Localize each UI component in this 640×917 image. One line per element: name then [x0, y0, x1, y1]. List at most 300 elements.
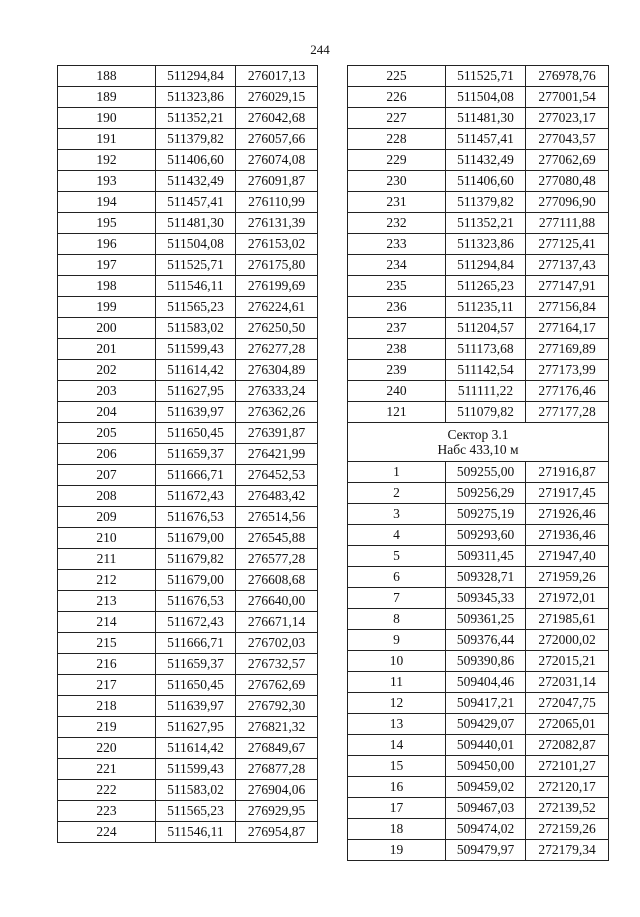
point-number-cell: 19: [348, 840, 446, 861]
x-coordinate-cell: 511235,11: [446, 297, 526, 318]
point-number-cell: 200: [58, 318, 156, 339]
x-coordinate-cell: 511565,23: [156, 801, 236, 822]
y-coordinate-cell: 276175,80: [236, 255, 318, 276]
point-number-cell: 237: [348, 318, 446, 339]
y-coordinate-cell: 277080,48: [526, 171, 609, 192]
table-row: [58, 381, 318, 402]
x-coordinate-cell: 511627,95: [156, 381, 236, 402]
x-coordinate-cell: 511583,02: [156, 780, 236, 801]
table-row: [348, 588, 609, 609]
table-row: [58, 402, 318, 423]
point-number-cell: 219: [58, 717, 156, 738]
x-coordinate-cell: 511504,08: [446, 87, 526, 108]
y-coordinate-cell: 276224,61: [236, 297, 318, 318]
table-row: [348, 129, 609, 150]
table-row: [58, 738, 318, 759]
point-number-cell: 198: [58, 276, 156, 297]
table-row: [348, 87, 609, 108]
y-coordinate-cell: 277062,69: [526, 150, 609, 171]
point-number-cell: 230: [348, 171, 446, 192]
table-row: [348, 462, 609, 483]
y-coordinate-cell: 271947,40: [526, 546, 609, 567]
y-coordinate-cell: 276110,99: [236, 192, 318, 213]
table-row: [58, 528, 318, 549]
point-number-cell: 206: [58, 444, 156, 465]
x-coordinate-cell: 509328,71: [446, 567, 526, 588]
point-number-cell: 17: [348, 798, 446, 819]
point-number-cell: 207: [58, 465, 156, 486]
point-number-cell: 7: [348, 588, 446, 609]
table-row: [348, 402, 609, 423]
point-number-cell: 196: [58, 234, 156, 255]
y-coordinate-cell: 276545,88: [236, 528, 318, 549]
sector-header-cell: [348, 423, 609, 462]
x-coordinate-cell: 509256,29: [446, 483, 526, 504]
x-coordinate-cell: 511406,60: [156, 150, 236, 171]
x-coordinate-cell: 511672,43: [156, 486, 236, 507]
x-coordinate-cell: 511525,71: [446, 66, 526, 87]
y-coordinate-cell: 277043,57: [526, 129, 609, 150]
x-coordinate-cell: 511614,42: [156, 738, 236, 759]
table-row: [58, 276, 318, 297]
y-coordinate-cell: 276131,39: [236, 213, 318, 234]
table-row: [348, 504, 609, 525]
x-coordinate-cell: 511294,84: [446, 255, 526, 276]
table-row: [58, 318, 318, 339]
x-coordinate-cell: 509450,00: [446, 756, 526, 777]
table-row: [58, 465, 318, 486]
point-number-cell: 212: [58, 570, 156, 591]
x-coordinate-cell: 509345,33: [446, 588, 526, 609]
point-number-cell: 189: [58, 87, 156, 108]
point-number-cell: 192: [58, 150, 156, 171]
table-row: [58, 339, 318, 360]
table-row: [348, 297, 609, 318]
y-coordinate-cell: 272031,14: [526, 672, 609, 693]
y-coordinate-cell: 277173,99: [526, 360, 609, 381]
point-number-cell: 222: [58, 780, 156, 801]
point-number-cell: 225: [348, 66, 446, 87]
x-coordinate-cell: 511432,49: [156, 171, 236, 192]
table-row: [58, 486, 318, 507]
x-coordinate-cell: 511627,95: [156, 717, 236, 738]
table-row: [348, 819, 609, 840]
table-row: [348, 234, 609, 255]
point-number-cell: 12: [348, 693, 446, 714]
y-coordinate-cell: 272179,34: [526, 840, 609, 861]
x-coordinate-cell: 511265,23: [446, 276, 526, 297]
x-coordinate-cell: 509467,03: [446, 798, 526, 819]
x-coordinate-cell: 511525,71: [156, 255, 236, 276]
x-coordinate-cell: 511546,11: [156, 822, 236, 843]
point-number-cell: 209: [58, 507, 156, 528]
table-row: [58, 570, 318, 591]
x-coordinate-cell: 511599,43: [156, 339, 236, 360]
x-coordinate-cell: 511173,68: [446, 339, 526, 360]
point-number-cell: 203: [58, 381, 156, 402]
y-coordinate-cell: 276762,69: [236, 675, 318, 696]
table-row: [58, 549, 318, 570]
y-coordinate-cell: 277176,46: [526, 381, 609, 402]
table-row: [58, 255, 318, 276]
table-row: [58, 297, 318, 318]
y-coordinate-cell: 272139,52: [526, 798, 609, 819]
table-row: [58, 150, 318, 171]
point-number-cell: 8: [348, 609, 446, 630]
y-coordinate-cell: 276608,68: [236, 570, 318, 591]
table-row: [348, 171, 609, 192]
point-number-cell: 18: [348, 819, 446, 840]
table-row: [348, 483, 609, 504]
table-row: [58, 360, 318, 381]
y-coordinate-cell: 276929,95: [236, 801, 318, 822]
point-number-cell: 228: [348, 129, 446, 150]
x-coordinate-cell: 511565,23: [156, 297, 236, 318]
table-row: [58, 591, 318, 612]
point-number-cell: 224: [58, 822, 156, 843]
y-coordinate-cell: 271985,61: [526, 609, 609, 630]
table-row: [348, 360, 609, 381]
x-coordinate-cell: 511204,57: [446, 318, 526, 339]
point-number-cell: 202: [58, 360, 156, 381]
point-number-cell: 6: [348, 567, 446, 588]
x-coordinate-cell: 511481,30: [446, 108, 526, 129]
x-coordinate-cell: 509311,45: [446, 546, 526, 567]
point-number-cell: 205: [58, 423, 156, 444]
y-coordinate-cell: 277156,84: [526, 297, 609, 318]
y-coordinate-cell: 276483,42: [236, 486, 318, 507]
y-coordinate-cell: 276514,56: [236, 507, 318, 528]
x-coordinate-cell: 511659,37: [156, 654, 236, 675]
table-row: [348, 798, 609, 819]
x-coordinate-cell: 509376,44: [446, 630, 526, 651]
table-row: [58, 213, 318, 234]
y-coordinate-cell: 276333,24: [236, 381, 318, 402]
y-coordinate-cell: 272082,87: [526, 735, 609, 756]
point-number-cell: 231: [348, 192, 446, 213]
point-number-cell: 215: [58, 633, 156, 654]
y-coordinate-cell: 271972,01: [526, 588, 609, 609]
x-coordinate-cell: 511659,37: [156, 444, 236, 465]
table-row: [348, 630, 609, 651]
point-number-cell: 204: [58, 402, 156, 423]
table-row: [348, 255, 609, 276]
point-number-cell: 226: [348, 87, 446, 108]
x-coordinate-cell: 511079,82: [446, 402, 526, 423]
x-coordinate-cell: 511666,71: [156, 633, 236, 654]
point-number-cell: 217: [58, 675, 156, 696]
table-row: [58, 423, 318, 444]
table-row: [348, 756, 609, 777]
point-number-cell: 223: [58, 801, 156, 822]
table-row: [348, 672, 609, 693]
x-coordinate-cell: 511323,86: [156, 87, 236, 108]
y-coordinate-cell: 276732,57: [236, 654, 318, 675]
y-coordinate-cell: 272047,75: [526, 693, 609, 714]
x-coordinate-cell: 509459,02: [446, 777, 526, 798]
table-row: [58, 759, 318, 780]
point-number-cell: 191: [58, 129, 156, 150]
y-coordinate-cell: 276057,66: [236, 129, 318, 150]
x-coordinate-cell: 511672,43: [156, 612, 236, 633]
x-coordinate-cell: 511323,86: [446, 234, 526, 255]
x-coordinate-cell: 509479,97: [446, 840, 526, 861]
table-row: [348, 714, 609, 735]
point-number-cell: 227: [348, 108, 446, 129]
x-coordinate-cell: 509361,25: [446, 609, 526, 630]
x-coordinate-cell: 511457,41: [156, 192, 236, 213]
point-number-cell: 211: [58, 549, 156, 570]
point-number-cell: 210: [58, 528, 156, 549]
table-row: [348, 150, 609, 171]
point-number-cell: 208: [58, 486, 156, 507]
y-coordinate-cell: 271936,46: [526, 525, 609, 546]
table-row: [58, 129, 318, 150]
point-number-cell: 193: [58, 171, 156, 192]
sector-title: Сектор 3.1: [447, 427, 509, 442]
table-row: [58, 444, 318, 465]
table-row: [58, 717, 318, 738]
table-row: [348, 108, 609, 129]
point-number-cell: 4: [348, 525, 446, 546]
table-row: [348, 693, 609, 714]
x-coordinate-cell: 509417,21: [446, 693, 526, 714]
x-coordinate-cell: 509390,86: [446, 651, 526, 672]
table-row: [58, 801, 318, 822]
point-number-cell: 5: [348, 546, 446, 567]
x-coordinate-cell: 511679,00: [156, 528, 236, 549]
y-coordinate-cell: 276153,02: [236, 234, 318, 255]
point-number-cell: 232: [348, 213, 446, 234]
x-coordinate-cell: 511650,45: [156, 423, 236, 444]
point-number-cell: 234: [348, 255, 446, 276]
point-number-cell: 216: [58, 654, 156, 675]
table-row: [58, 171, 318, 192]
y-coordinate-cell: 276091,87: [236, 171, 318, 192]
table-row: [348, 840, 609, 861]
point-number-cell: 121: [348, 402, 446, 423]
y-coordinate-cell: 276362,26: [236, 402, 318, 423]
point-number-cell: 197: [58, 255, 156, 276]
y-coordinate-cell: 276577,28: [236, 549, 318, 570]
table-row: [58, 87, 318, 108]
point-number-cell: 235: [348, 276, 446, 297]
y-coordinate-cell: 277096,90: [526, 192, 609, 213]
point-number-cell: 233: [348, 234, 446, 255]
table-row: [58, 675, 318, 696]
page-number: 244: [310, 42, 330, 57]
x-coordinate-cell: 511676,53: [156, 507, 236, 528]
point-number-cell: 14: [348, 735, 446, 756]
y-coordinate-cell: 276821,32: [236, 717, 318, 738]
point-number-cell: 3: [348, 504, 446, 525]
table-row: [348, 546, 609, 567]
point-number-cell: 16: [348, 777, 446, 798]
table-row: [348, 318, 609, 339]
point-number-cell: 201: [58, 339, 156, 360]
y-coordinate-cell: 276904,06: [236, 780, 318, 801]
point-number-cell: 236: [348, 297, 446, 318]
y-coordinate-cell: 276074,08: [236, 150, 318, 171]
y-coordinate-cell: 276277,28: [236, 339, 318, 360]
point-number-cell: 11: [348, 672, 446, 693]
point-number-cell: 10: [348, 651, 446, 672]
table-row: [348, 609, 609, 630]
y-coordinate-cell: 276640,00: [236, 591, 318, 612]
table-row: [348, 735, 609, 756]
x-coordinate-cell: 511352,21: [156, 108, 236, 129]
x-coordinate-cell: 511650,45: [156, 675, 236, 696]
y-coordinate-cell: 271926,46: [526, 504, 609, 525]
x-coordinate-cell: 511614,42: [156, 360, 236, 381]
y-coordinate-cell: 277164,17: [526, 318, 609, 339]
y-coordinate-cell: 272015,21: [526, 651, 609, 672]
y-coordinate-cell: 277137,43: [526, 255, 609, 276]
point-number-cell: 221: [58, 759, 156, 780]
x-coordinate-cell: 511676,53: [156, 591, 236, 612]
coordinates-table-left: [57, 65, 318, 843]
x-coordinate-cell: 511352,21: [446, 213, 526, 234]
table-row: [348, 276, 609, 297]
y-coordinate-cell: 276792,30: [236, 696, 318, 717]
point-number-cell: 1: [348, 462, 446, 483]
x-coordinate-cell: 511679,00: [156, 570, 236, 591]
table-row: [348, 66, 609, 87]
point-number-cell: 2: [348, 483, 446, 504]
y-coordinate-cell: 276042,68: [236, 108, 318, 129]
table-row: [58, 507, 318, 528]
sector-header-row: [348, 423, 609, 462]
x-coordinate-cell: 511639,97: [156, 402, 236, 423]
x-coordinate-cell: 511432,49: [446, 150, 526, 171]
table-row: [58, 822, 318, 843]
x-coordinate-cell: 511504,08: [156, 234, 236, 255]
table-row: [58, 654, 318, 675]
y-coordinate-cell: 271917,45: [526, 483, 609, 504]
point-number-cell: 13: [348, 714, 446, 735]
x-coordinate-cell: 511666,71: [156, 465, 236, 486]
y-coordinate-cell: 272159,26: [526, 819, 609, 840]
table-row: [348, 213, 609, 234]
y-coordinate-cell: 276391,87: [236, 423, 318, 444]
y-coordinate-cell: 276978,76: [526, 66, 609, 87]
y-coordinate-cell: 277147,91: [526, 276, 609, 297]
table-row: [58, 234, 318, 255]
y-coordinate-cell: 271959,26: [526, 567, 609, 588]
point-number-cell: 220: [58, 738, 156, 759]
y-coordinate-cell: 277001,54: [526, 87, 609, 108]
x-coordinate-cell: 511406,60: [446, 171, 526, 192]
y-coordinate-cell: 276250,50: [236, 318, 318, 339]
table-row: [348, 567, 609, 588]
point-number-cell: 238: [348, 339, 446, 360]
table-row: [348, 192, 609, 213]
y-coordinate-cell: 276877,28: [236, 759, 318, 780]
x-coordinate-cell: 509255,00: [446, 462, 526, 483]
y-coordinate-cell: 277111,88: [526, 213, 609, 234]
table-row: [348, 525, 609, 546]
point-number-cell: 194: [58, 192, 156, 213]
point-number-cell: 239: [348, 360, 446, 381]
table-row: [58, 192, 318, 213]
point-number-cell: 229: [348, 150, 446, 171]
point-number-cell: 213: [58, 591, 156, 612]
y-coordinate-cell: 276304,89: [236, 360, 318, 381]
x-coordinate-cell: 511111,22: [446, 381, 526, 402]
y-coordinate-cell: 276671,14: [236, 612, 318, 633]
sector-header: [348, 423, 609, 462]
table-row: [348, 777, 609, 798]
point-number-cell: 188: [58, 66, 156, 87]
x-coordinate-cell: 511546,11: [156, 276, 236, 297]
x-coordinate-cell: 509440,01: [446, 735, 526, 756]
y-coordinate-cell: 276702,03: [236, 633, 318, 654]
x-coordinate-cell: 511457,41: [446, 129, 526, 150]
table-row: [58, 696, 318, 717]
table-row: [58, 780, 318, 801]
table-row: [58, 108, 318, 129]
x-coordinate-cell: 509293,60: [446, 525, 526, 546]
x-coordinate-cell: 511583,02: [156, 318, 236, 339]
y-coordinate-cell: 276421,99: [236, 444, 318, 465]
y-coordinate-cell: 277169,89: [526, 339, 609, 360]
y-coordinate-cell: 276849,67: [236, 738, 318, 759]
y-coordinate-cell: 277125,41: [526, 234, 609, 255]
point-number-cell: 15: [348, 756, 446, 777]
table-row: [348, 381, 609, 402]
y-coordinate-cell: 276452,53: [236, 465, 318, 486]
x-coordinate-cell: 509275,19: [446, 504, 526, 525]
x-coordinate-cell: 511679,82: [156, 549, 236, 570]
point-number-cell: 214: [58, 612, 156, 633]
point-number-cell: 199: [58, 297, 156, 318]
point-number-cell: 218: [58, 696, 156, 717]
table-row: [348, 339, 609, 360]
y-coordinate-cell: 272000,02: [526, 630, 609, 651]
y-coordinate-cell: 271916,87: [526, 462, 609, 483]
coordinates-table-right: [347, 65, 609, 861]
x-coordinate-cell: 511481,30: [156, 213, 236, 234]
point-number-cell: 190: [58, 108, 156, 129]
y-coordinate-cell: 272065,01: [526, 714, 609, 735]
point-number-cell: 195: [58, 213, 156, 234]
x-coordinate-cell: 509429,07: [446, 714, 526, 735]
x-coordinate-cell: 511639,97: [156, 696, 236, 717]
x-coordinate-cell: 511142,54: [446, 360, 526, 381]
y-coordinate-cell: 276199,69: [236, 276, 318, 297]
x-coordinate-cell: 509404,46: [446, 672, 526, 693]
y-coordinate-cell: 276954,87: [236, 822, 318, 843]
table-row: [58, 612, 318, 633]
table-row: [348, 651, 609, 672]
x-coordinate-cell: 511379,82: [156, 129, 236, 150]
y-coordinate-cell: 277023,17: [526, 108, 609, 129]
y-coordinate-cell: 276017,13: [236, 66, 318, 87]
x-coordinate-cell: 511379,82: [446, 192, 526, 213]
x-coordinate-cell: 511599,43: [156, 759, 236, 780]
y-coordinate-cell: 272101,27: [526, 756, 609, 777]
sector-subtitle: Набс 433,10 м: [437, 442, 519, 457]
table-row: [58, 633, 318, 654]
table-row: [58, 66, 318, 87]
x-coordinate-cell: 509474,02: [446, 819, 526, 840]
point-number-cell: 9: [348, 630, 446, 651]
x-coordinate-cell: 511294,84: [156, 66, 236, 87]
point-number-cell: 240: [348, 381, 446, 402]
y-coordinate-cell: 277177,28: [526, 402, 609, 423]
y-coordinate-cell: 272120,17: [526, 777, 609, 798]
y-coordinate-cell: 276029,15: [236, 87, 318, 108]
